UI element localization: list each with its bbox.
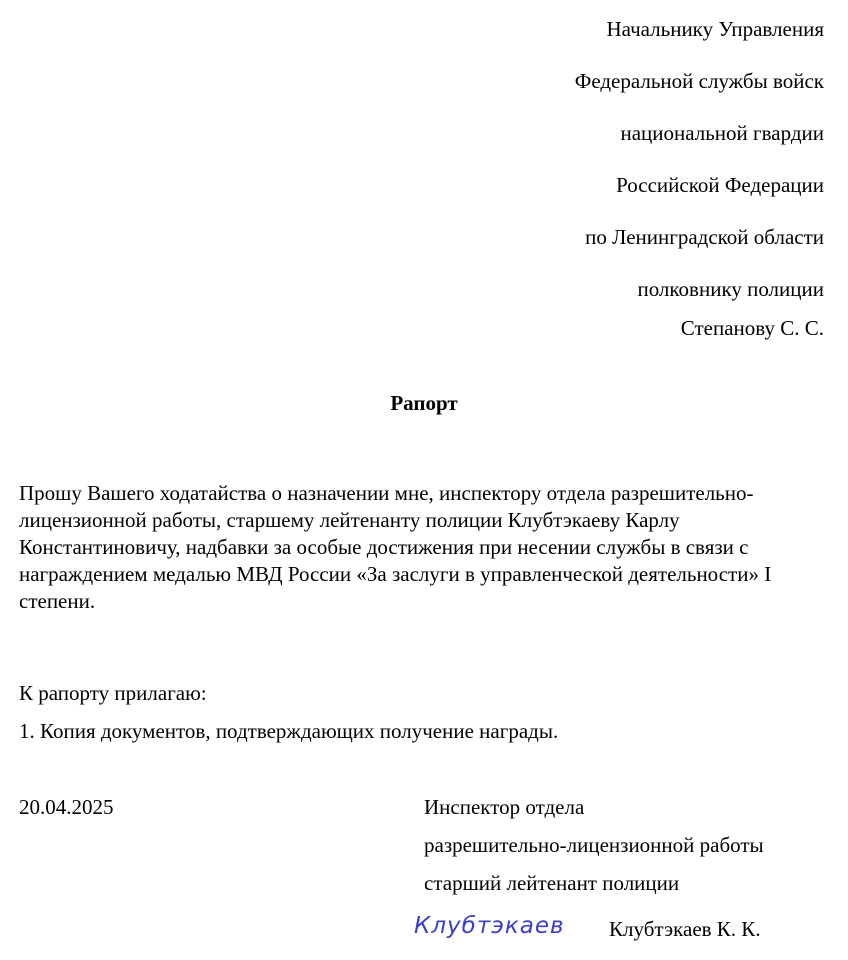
addressee-line-1: Начальнику Управления — [606, 17, 824, 41]
addressee-line-3: национальной гвардии — [620, 121, 824, 145]
document-title: Рапорт — [390, 391, 458, 415]
addressee-line-6: полковнику полиции — [637, 277, 824, 301]
report-body: Прошу Вашего ходатайства о назначении мне, инспектору отдела разрешительно-лицензионной работы, старшему лейтенанту полиции Клубтэкаеву Карлу Константиновичу, надбавки за особые достижения при несении службы в связи с награждением медалью МВД России «За заслуги в управленческой деятельности» I степени. — [19, 481, 772, 613]
addressee-line-2: Федеральной службы войск — [574, 69, 824, 93]
signer-rank: старший лейтенант полиции — [424, 871, 680, 895]
signer-position-1: Инспектор отдела — [424, 795, 585, 819]
addressee-line-4: Российской Федерации — [616, 173, 824, 197]
attachments-heading: К рапорту прилагаю: — [19, 681, 207, 705]
addressee-name: Степанову С. С. — [680, 316, 824, 340]
addressee-line-5: по Ленинградской области — [585, 225, 824, 249]
attachment-item: 1. Копия документов, подтверждающих получение награды. — [19, 719, 559, 743]
report-date: 20.04.2025 — [19, 795, 114, 819]
signer-name: Клубтэкаев К. К. — [609, 917, 761, 941]
handwritten-signature: Клубтэкаев — [414, 913, 565, 939]
signer-position-2: разрешительно-лицензионной работы — [424, 833, 764, 857]
